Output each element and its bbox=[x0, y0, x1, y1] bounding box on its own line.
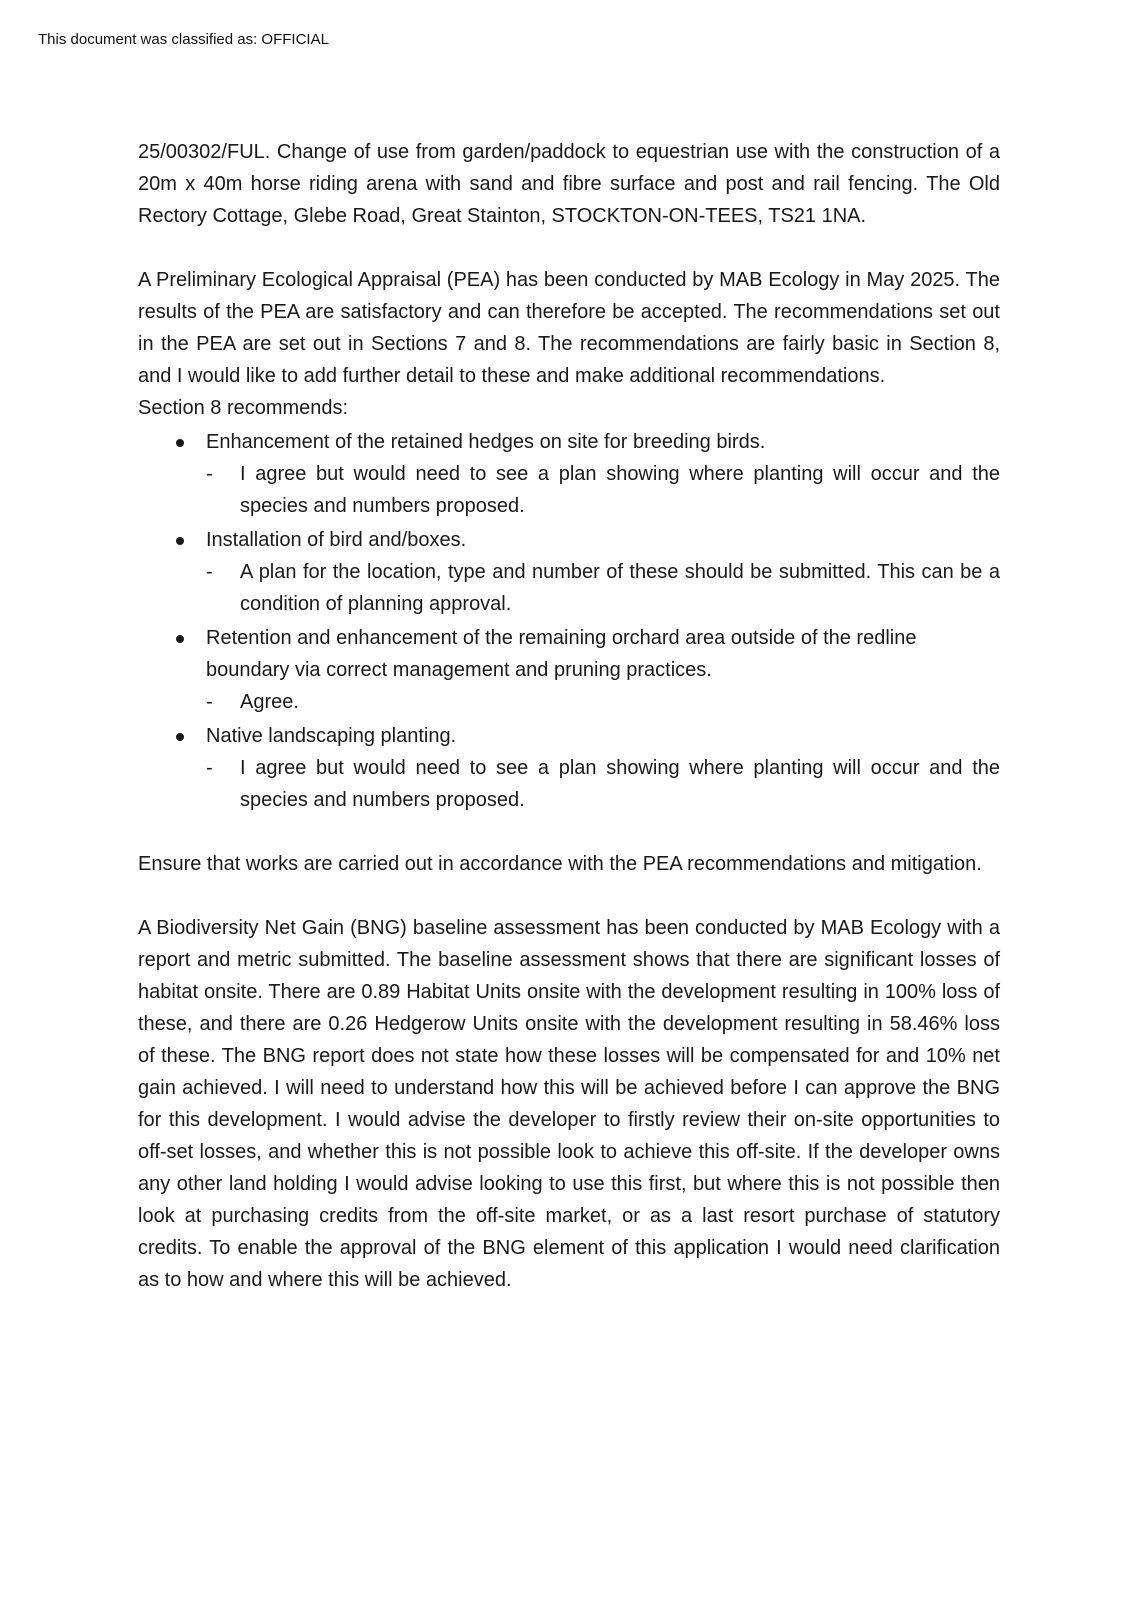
recommendation-response bbox=[206, 686, 1000, 718]
list-item bbox=[138, 524, 1000, 620]
application-reference-paragraph: 25/00302/FUL. Change of use from garden/paddock to equestrian use with the construction of a 20m x 40m horse riding arena with sand and fibre surface and post and rail fencing. The Old Rectory Cottage, Glebe Road, Great Stainton, STOCKTON-ON-TEES, TS21 1NA. bbox=[138, 141, 1000, 227]
section-intro: Section 8 recommends: bbox=[138, 397, 349, 419]
recommendation-response bbox=[206, 556, 1000, 620]
dash-marker: - bbox=[206, 561, 213, 583]
paragraph-spacer bbox=[138, 232, 1000, 264]
bullet-icon bbox=[176, 537, 184, 545]
response-text: A plan for the location, type and number of these should be submitted. This can be a condition of planning approval. bbox=[240, 561, 1000, 615]
response-text: I agree but would need to see a plan showing where planting will occur and the species and numbers proposed. bbox=[240, 757, 1000, 811]
mitigation-paragraph: Ensure that works are carried out in accordance with the PEA recommendations and mitigation. bbox=[138, 853, 982, 875]
dash-marker: - bbox=[206, 757, 213, 779]
bullet-icon bbox=[176, 635, 184, 643]
response-text: I agree but would need to see a plan showing where planting will occur and the species and numbers proposed. bbox=[240, 463, 1000, 517]
list-item bbox=[138, 720, 1000, 816]
document-body bbox=[138, 136, 1000, 1296]
bullet-icon bbox=[176, 439, 184, 447]
pea-paragraph: A Preliminary Ecological Appraisal (PEA) has been conducted by MAB Ecology in May 2025. The results of the PEA are satisfactory and can therefore be accepted. The recommendations set out in the PEA are set out in Sections 7 and 8. The recommendations are fairly basic in Section 8, and I would like to add further detail to these and make additional recommendations. bbox=[138, 269, 1000, 387]
bng-paragraph: A Biodiversity Net Gain (BNG) baseline assessment has been conducted by MAB Ecology with a report and metric submitted. The baseline assessment shows that there are significant losses of habitat onsite. There are 0.89 Habitat Units onsite with the development resulting in 100% loss of these, and there are 0.26 Hedgerow Units onsite with the development resulting in 58.46% loss of these. The BNG report does not state how these losses will be compensated for and 10% net gain achieved. I will need to understand how this will be achieved before I can approve the BNG for this development. I would advise the developer to firstly review their on-site opportunities to off-set losses, and whether this is not possible look to achieve this off-site. If the developer owns any other land holding I would advise looking to use this first, but where this is not possible then look at purchasing credits from the off-site market, or as a last resort purchase of statutory credits. To enable the approval of the BNG element of this application I would need clarification as to how and where this will be achieved. bbox=[138, 917, 1000, 1291]
recommendation-text: Enhancement of the retained hedges on site for breeding birds. bbox=[206, 431, 766, 453]
recommendation-text: Retention and enhancement of the remaining orchard area outside of the redline boundary via correct management and pruning practices. bbox=[206, 627, 917, 681]
classification-label: This document was classified as: OFFICIAL bbox=[38, 31, 329, 48]
recommendation-response bbox=[206, 458, 1000, 522]
recommendation-text: Installation of bird and/boxes. bbox=[206, 529, 467, 551]
dash-marker: - bbox=[206, 463, 213, 485]
recommendation-response bbox=[206, 752, 1000, 816]
paragraph-spacer bbox=[138, 816, 1000, 848]
paragraph-spacer bbox=[138, 880, 1000, 912]
dash-marker: - bbox=[206, 691, 213, 713]
recommendations-list bbox=[138, 426, 1000, 816]
response-text: Agree. bbox=[240, 691, 299, 713]
list-item bbox=[138, 426, 1000, 522]
bullet-icon bbox=[176, 733, 184, 741]
list-item bbox=[138, 622, 1000, 718]
recommendation-text: Native landscaping planting. bbox=[206, 725, 457, 747]
